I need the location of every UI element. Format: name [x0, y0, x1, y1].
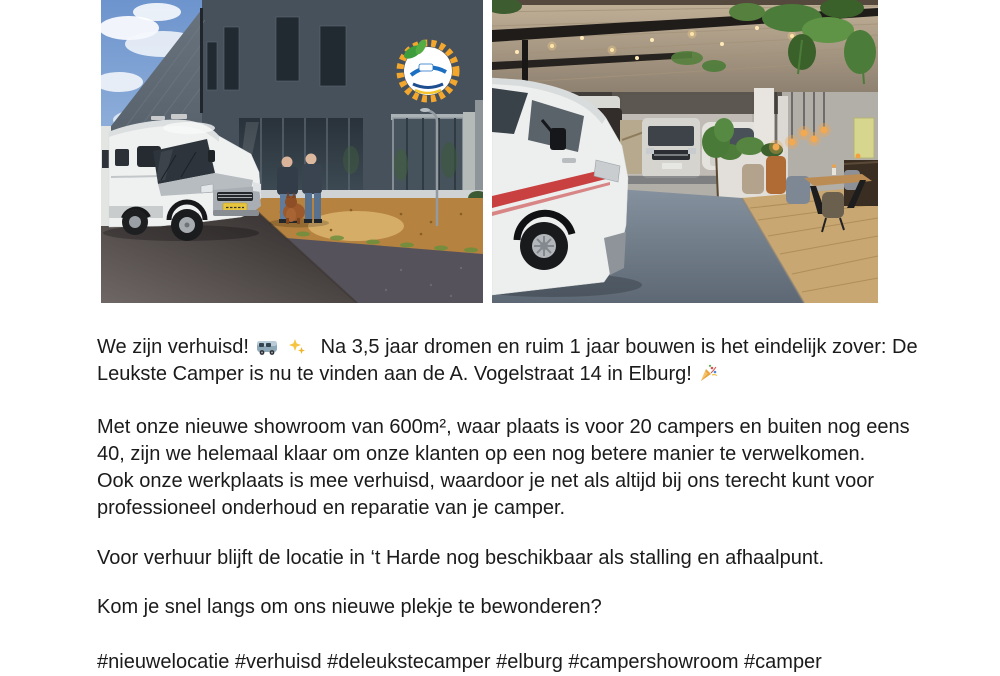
intro-text-line1: Na 3,5 jaar dromen en ruim 1 jaar bouwen is het eindelijk zover: De [320, 336, 918, 358]
exterior-photo[interactable] [101, 0, 483, 303]
sparkles-emoji [288, 338, 306, 356]
facade-windows [207, 17, 346, 90]
champagne-camper [620, 118, 700, 178]
exterior-photo-illustration [101, 0, 483, 303]
showroom-line-2: 40, zijn we helemaal klaar om onze klanten op een nog betere manier te verwelkomen. [97, 443, 866, 465]
post-photos [101, 0, 878, 303]
downpipe [200, 8, 203, 113]
showroom-line-4: professioneel onderhoud en reparatie van je camper. [97, 497, 566, 519]
entrance-doors [391, 114, 465, 198]
showroom-photo-illustration [492, 0, 878, 303]
hashtags-line[interactable]: #nieuwelocatie #verhuisd #deleukstecamper #elburg #campershowroom #camper [97, 651, 822, 673]
party-popper-emoji [699, 364, 718, 383]
rental-paragraph: Voor verhuur blijft de locatie in ‘t Harde nog beschikbaar als stalling en afhaalpunt. [97, 547, 825, 569]
intro-text-start: We zijn verhuisd! [97, 336, 249, 358]
intro-paragraph [97, 334, 967, 388]
invite-paragraph: Kom je snel langs om ons nieuwe plekje te bewonderen? [97, 596, 602, 618]
showroom-line-1: Met onze nieuwe showroom van 600m², waar plaats is voor 20 campers en buiten nog eens [97, 416, 910, 438]
showroom-paragraph [97, 414, 967, 522]
cognac-chair [766, 156, 786, 194]
showroom-line-3: Ook onze werkplaats is mee verhuisd, waardoor je net als altijd bij ons terecht kunt voor [97, 470, 875, 492]
post-text [97, 303, 967, 676]
showroom-photo[interactable] [492, 0, 878, 303]
intro-text-line2: Leukste Camper is nu te vinden aan de A. Vogelstraat 14 in Elburg! [97, 363, 692, 385]
van-emoji [256, 338, 278, 356]
